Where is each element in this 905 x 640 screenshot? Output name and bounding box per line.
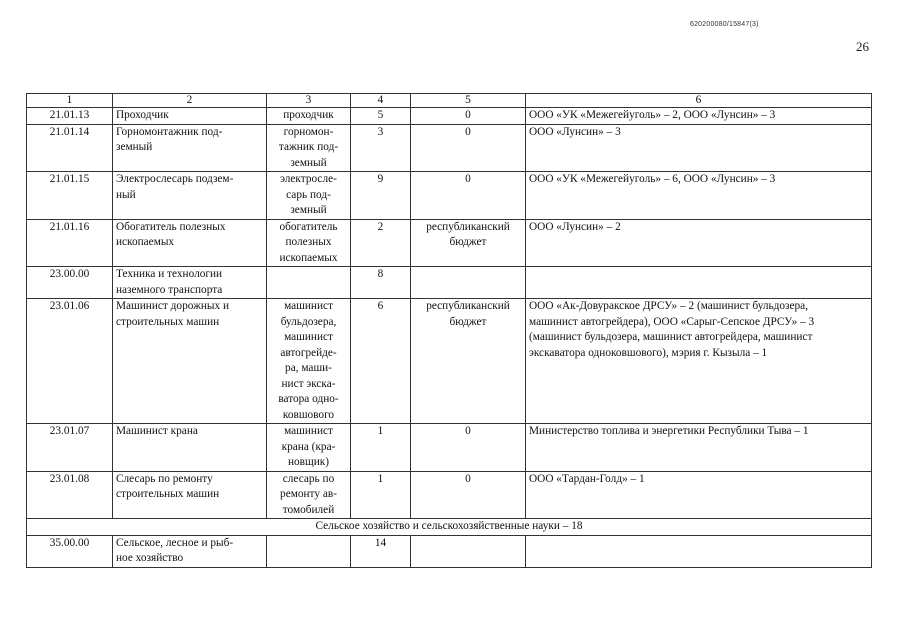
section-row (27, 519, 872, 536)
count: 1 (351, 424, 411, 472)
funding: 0 (411, 424, 526, 472)
column-number-row (27, 94, 872, 108)
column-number: 2 (113, 94, 267, 108)
column-number: 5 (411, 94, 526, 108)
table-row (27, 424, 872, 472)
specialty-name: Техника и технологии наземного транспорта (113, 267, 267, 299)
funding: 0 (411, 172, 526, 220)
qualification (267, 267, 351, 299)
count: 14 (351, 535, 411, 567)
specialty-code: 23.01.08 (27, 471, 113, 519)
qualification: электросле- сарь под- земный (267, 172, 351, 220)
employers: ООО «УК «Межегейуголь» – 2, ООО «Лунсин» – 3 (526, 108, 872, 125)
specialty-name: Машинист дорожных и строительных машин (113, 299, 267, 424)
specialty-name: Горномонтажник под- земный (113, 124, 267, 172)
specialty-code: 23.01.07 (27, 424, 113, 472)
count: 9 (351, 172, 411, 220)
count: 8 (351, 267, 411, 299)
page-number: 26 (856, 39, 869, 54)
employers (526, 535, 872, 567)
specialty-code: 21.01.14 (27, 124, 113, 172)
column-number: 4 (351, 94, 411, 108)
qualification: обогатитель полезных ископаемых (267, 219, 351, 267)
specialty-name: Проходчик (113, 108, 267, 125)
column-number: 1 (27, 94, 113, 108)
count: 1 (351, 471, 411, 519)
specialty-code: 23.00.00 (27, 267, 113, 299)
document-id: 620200080/15847(3) (690, 21, 759, 28)
employers (526, 267, 872, 299)
count: 5 (351, 108, 411, 125)
table-row (27, 172, 872, 220)
employers: ООО «УК «Межегейуголь» – 6, ООО «Лунсин» – 3 (526, 172, 872, 220)
table-row (27, 299, 872, 424)
specialty-code: 23.01.06 (27, 299, 113, 424)
qualification: проходчик (267, 108, 351, 125)
employers: Министерство топлива и энергетики Республики Тыва – 1 (526, 424, 872, 472)
section-title: Сельское хозяйство и сельскохозяйственные науки – 18 (27, 519, 872, 536)
table-row (27, 267, 872, 299)
qualification: горномон- тажник под- земный (267, 124, 351, 172)
funding: 0 (411, 124, 526, 172)
specialty-name: Машинист крана (113, 424, 267, 472)
table-row (27, 219, 872, 267)
qualification: слесарь по ремонту ав- томобилей (267, 471, 351, 519)
funding (411, 535, 526, 567)
specialty-name: Сельское, лесное и рыб- ное хозяйство (113, 535, 267, 567)
employers: ООО «Лунсин» – 2 (526, 219, 872, 267)
column-number: 3 (267, 94, 351, 108)
table-row (27, 124, 872, 172)
specialty-code: 35.00.00 (27, 535, 113, 567)
funding: 0 (411, 108, 526, 125)
employers: ООО «Лунсин» – 3 (526, 124, 872, 172)
funding (411, 267, 526, 299)
specialty-code: 21.01.13 (27, 108, 113, 125)
specialty-code: 21.01.16 (27, 219, 113, 267)
employers: ООО «Ак-Довуракское ДРСУ» – 2 (машинист бульдозера, машинист автогрейдера), ООО «Сарыг-Сепское ДРСУ» – 3 (машинист бульдозера, машинист автогрейдера, машинист экскаватора одноковшового), мэрия г. Кызыла – 1 (526, 299, 872, 424)
count: 6 (351, 299, 411, 424)
specialty-name: Слесарь по ремонту строительных машин (113, 471, 267, 519)
specialty-name: Обогатитель полезных ископаемых (113, 219, 267, 267)
qualification (267, 535, 351, 567)
table-row (27, 108, 872, 125)
count: 3 (351, 124, 411, 172)
funding: 0 (411, 471, 526, 519)
qualification: машинист бульдозера, машинист автогрейде- ра, маши- нист экска- ватора одно- ковшового (267, 299, 351, 424)
employers: ООО «Тардан-Голд» – 1 (526, 471, 872, 519)
funding: республиканский бюджет (411, 299, 526, 424)
column-number: 6 (526, 94, 872, 108)
specialties-table (26, 93, 872, 568)
specialty-code: 21.01.15 (27, 172, 113, 220)
table-row (27, 471, 872, 519)
count: 2 (351, 219, 411, 267)
funding: республиканский бюджет (411, 219, 526, 267)
specialty-name: Электрослесарь подзем- ный (113, 172, 267, 220)
qualification: машинист крана (кра- новщик) (267, 424, 351, 472)
table-row (27, 535, 872, 567)
